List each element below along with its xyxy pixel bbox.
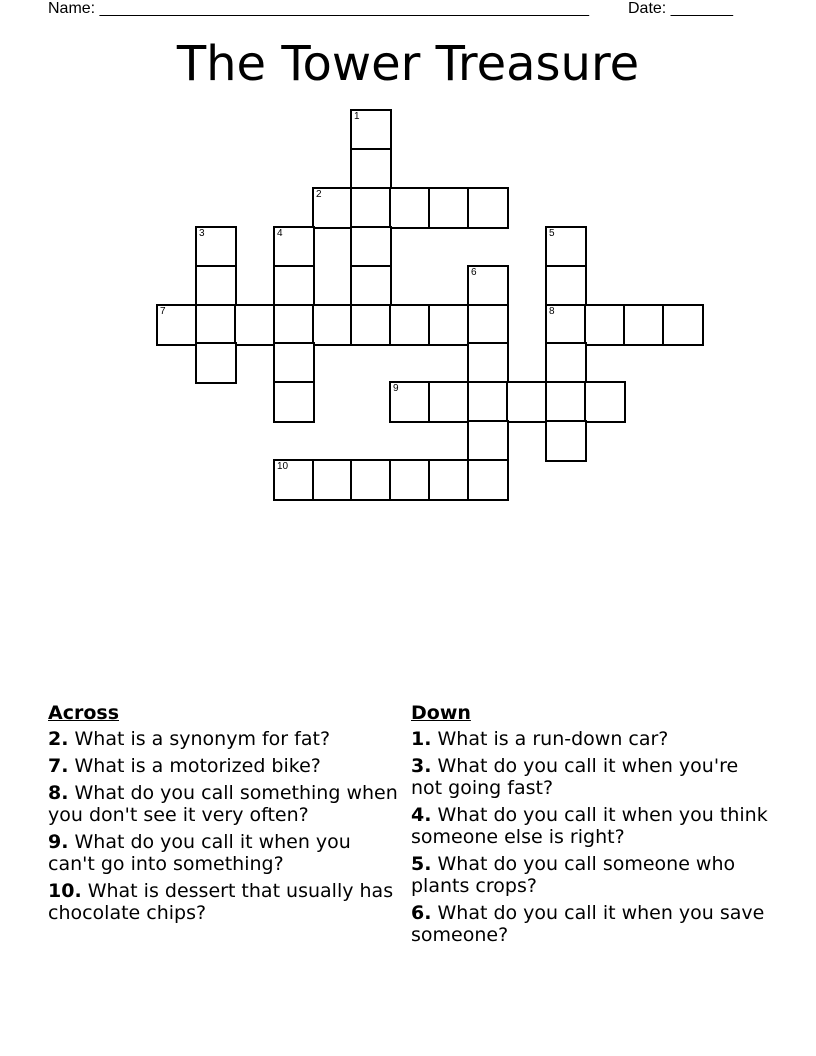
cell-number: 6 xyxy=(471,267,477,278)
grid-cell[interactable] xyxy=(506,381,548,423)
grid-cell[interactable] xyxy=(584,304,626,346)
grid-cell[interactable] xyxy=(273,381,315,423)
grid-cell[interactable] xyxy=(273,459,315,501)
grid-cell[interactable] xyxy=(312,459,354,501)
clue-number: 10. xyxy=(48,880,82,902)
cell-number: 8 xyxy=(549,306,555,317)
clue-across-7 xyxy=(48,755,403,777)
clue-number: 6. xyxy=(411,902,432,924)
grid-cell[interactable] xyxy=(350,459,392,501)
grid-cell[interactable] xyxy=(312,187,354,229)
clue-number: 8. xyxy=(48,782,69,804)
grid-cell[interactable] xyxy=(467,304,509,346)
clue-across-9 xyxy=(48,831,403,875)
date-field-label: Date: _______ xyxy=(628,0,733,17)
clue-text: What is dessert that usually has chocolate chips? xyxy=(48,880,394,924)
clue-text: What do you call it when you're not going fast? xyxy=(411,755,739,799)
grid-cell[interactable] xyxy=(350,265,392,307)
grid-cell[interactable] xyxy=(195,265,237,307)
grid-cell[interactable] xyxy=(195,304,237,346)
across-clues xyxy=(48,702,403,929)
clue-number: 3. xyxy=(411,755,432,777)
grid-cell[interactable] xyxy=(156,304,198,346)
grid-cell[interactable] xyxy=(350,226,392,268)
grid-cell[interactable] xyxy=(584,381,626,423)
grid-cell[interactable] xyxy=(545,420,587,462)
clue-text: What is a synonym for fat? xyxy=(68,728,331,750)
clue-text: What is a motorized bike? xyxy=(68,755,321,777)
grid-cell[interactable] xyxy=(467,265,509,307)
grid-cell[interactable] xyxy=(350,148,392,190)
grid-cell[interactable] xyxy=(545,304,587,346)
cell-number: 7 xyxy=(160,306,166,317)
clue-text: What is a run-down car? xyxy=(431,728,669,750)
clue-across-2 xyxy=(48,728,403,750)
clue-down-5 xyxy=(411,853,771,897)
grid-cell[interactable] xyxy=(273,342,315,384)
clue-number: 4. xyxy=(411,804,432,826)
clue-down-1 xyxy=(411,728,771,750)
grid-cell[interactable] xyxy=(467,381,509,423)
grid-cell[interactable] xyxy=(623,304,665,346)
grid-cell[interactable] xyxy=(389,304,431,346)
grid-cell[interactable] xyxy=(195,226,237,268)
grid-cell[interactable] xyxy=(467,459,509,501)
grid-cell[interactable] xyxy=(273,304,315,346)
grid-cell[interactable] xyxy=(273,226,315,268)
clue-number: 7. xyxy=(48,755,69,777)
cell-number: 2 xyxy=(316,189,322,200)
grid-cell[interactable] xyxy=(428,381,470,423)
clue-text: What do you call something when you don't see it very often? xyxy=(48,782,398,826)
grid-cell[interactable] xyxy=(234,304,276,346)
cell-number: 1 xyxy=(354,111,360,122)
crossword-grid xyxy=(0,0,816,520)
grid-cell[interactable] xyxy=(389,187,431,229)
grid-cell[interactable] xyxy=(467,187,509,229)
grid-cell[interactable] xyxy=(350,109,392,151)
grid-cell[interactable] xyxy=(350,187,392,229)
clue-number: 9. xyxy=(48,831,69,853)
cell-number: 9 xyxy=(393,383,399,394)
down-heading: Down xyxy=(411,702,471,724)
cell-number: 4 xyxy=(277,228,283,239)
clue-number: 2. xyxy=(48,728,69,750)
clue-across-10 xyxy=(48,880,403,924)
grid-cell[interactable] xyxy=(389,381,431,423)
clue-number: 1. xyxy=(411,728,432,750)
clue-down-4 xyxy=(411,804,771,848)
grid-cell[interactable] xyxy=(428,304,470,346)
across-heading: Across xyxy=(48,702,120,724)
puzzle-title: The Tower Treasure xyxy=(176,36,640,92)
grid-cell[interactable] xyxy=(428,187,470,229)
clue-text: What do you call it when you think someone else is right? xyxy=(411,804,768,848)
grid-cell[interactable] xyxy=(195,342,237,384)
name-field-label: Name: _______________________________________________________ xyxy=(48,0,589,17)
cell-number: 10 xyxy=(277,461,289,472)
clue-down-3 xyxy=(411,755,771,799)
grid-cell[interactable] xyxy=(467,342,509,384)
grid-cell[interactable] xyxy=(350,304,392,346)
grid-cell[interactable] xyxy=(545,381,587,423)
cell-number: 5 xyxy=(549,228,555,239)
clue-down-6 xyxy=(411,902,771,946)
clue-text: What do you call someone who plants crops? xyxy=(411,853,736,897)
grid-cell[interactable] xyxy=(428,459,470,501)
grid-cell[interactable] xyxy=(662,304,704,346)
down-clues xyxy=(411,702,771,951)
grid-cell[interactable] xyxy=(312,304,354,346)
grid-cell[interactable] xyxy=(467,420,509,462)
grid-cell[interactable] xyxy=(273,265,315,307)
clue-across-8 xyxy=(48,782,403,826)
cell-number: 3 xyxy=(199,228,205,239)
grid-cell[interactable] xyxy=(389,459,431,501)
grid-cell[interactable] xyxy=(545,265,587,307)
clue-number: 5. xyxy=(411,853,432,875)
grid-cell[interactable] xyxy=(545,226,587,268)
grid-cell[interactable] xyxy=(545,342,587,384)
clue-text: What do you call it when you can't go into something? xyxy=(48,831,351,875)
clue-text: What do you call it when you save someone? xyxy=(411,902,765,946)
